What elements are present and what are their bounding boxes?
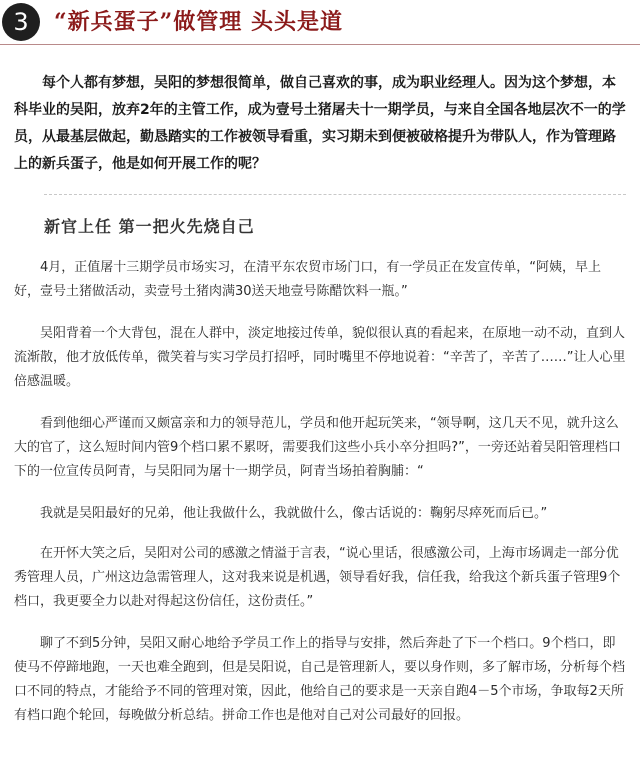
article-paragraph-1: 4月，正值屠十三期学员市场实习，在清平东农贸市场门口，有一学员正在发宣传单，“阿姨，早上好，壹号土猪做活动，卖壹号土猪肉满30送天地壹号陈醋饮料一瓶。” bbox=[14, 260, 602, 299]
article-paragraph-6: 聊了不到5分钟，吴阳又耐心地给予学员工作上的指导与安排，然后奔赴了下一个档口。9个档口，即使马不停蹄地跑，一天也难全跑到，但是吴阳说，自己是管理新人，要以身作则，多了解市场，分析每个档口不同的特点，才能给予不同的管理对策，因此，他给自己的要求是一天亲自跑4－5个市场，争取每2天所有档口跑个轮回，每晚做分析总结。拼命工作也是他对自己对公司最好的回报。 bbox=[14, 636, 626, 723]
article-paragraph-4: 我就是吴阳最好的兄弟，他让我做什么，我就做什么，像古话说的：鞠躬尽瘁死而后已。” bbox=[40, 506, 548, 521]
intro-paragraph: 每个人都有梦想，吴阳的梦想很简单，做自己喜欢的事，成为职业经理人。因为这个梦想，本科毕业的吴阳，放弃2年的主管工作，成为壹号土猪屠夫十一期学员，与来自全国各地层次不一的学员，从最基层做起，勤恳踏实的工作被领导看重，实习期未到便被破格提升为带队人，作为管理路上的新兵蛋子，他是如何开展工作的呢？ bbox=[14, 75, 626, 172]
dashed-divider bbox=[44, 194, 626, 195]
article-paragraph-2: 吴阳背着一个大背包，混在人群中，淡定地接过传单，貌似很认真的看起来，在原地一动不动，直到人流渐散，他才放低传单，微笑着与实习学员打招呼，同时嘴里不停地说着：“辛苦了，辛苦了……”让人心里倍感温暖。 bbox=[14, 326, 626, 389]
article-paragraph-5: 在开怀大笑之后，吴阳对公司的感激之情溢于言表，“说心里话，很感激公司，上海市场调走一部分优秀管理人员，广州这边急需管理人，这对我来说是机遇，领导看好我，信任我，给我这个新兵蛋子管理9个档口，我更要全力以赴对得起这份信任，这份责任。” bbox=[14, 546, 621, 609]
header-divider bbox=[0, 44, 640, 45]
article-subheading: 新官上任 第一把火先烧自己 bbox=[44, 217, 255, 236]
section-title: “新兵蛋子”做管理 头头是道 bbox=[54, 9, 343, 35]
section-header bbox=[0, 0, 640, 46]
article-paragraph-3: 看到他细心严谨而又颇富亲和力的领导范儿，学员和他开起玩笑来，“领导啊，这几天不见，就升这么大的官了，这么短时间内管9个档口累不累呀，需要我们这些小兵小卒分担吗?”，一旁还站着吴阳管理档口下的一位宣传员阿青，与吴阳同为屠十一期学员，阿青当场拍着胸脯：“ bbox=[14, 416, 621, 479]
section-number-badge: 3 bbox=[2, 3, 40, 41]
